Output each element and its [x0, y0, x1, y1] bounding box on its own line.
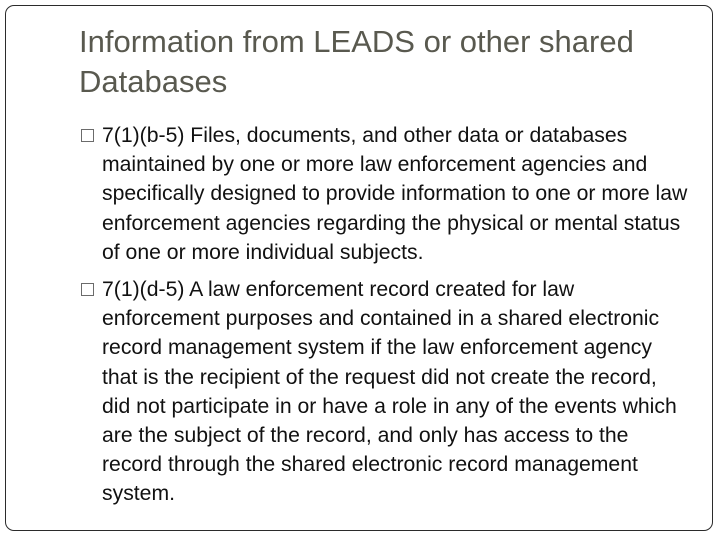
- slide-title: Information from LEADS or other shared Databases: [79, 24, 634, 99]
- bullet-text: 7(1)(d-5) A law enforcement record created for law enforcement purposes and contained in a shared electronic record management system if the law enforcement agency that is the recipient of the request did not create the record, did not participate in or have a role in any of the events which are the subject of the record, and only has access to the record through the shared electronic record management system.: [102, 278, 677, 506]
- square-bullet-icon: [81, 283, 94, 296]
- slide-content: [78, 121, 688, 517]
- bullet-item: [78, 121, 688, 267]
- bullet-text: 7(1)(b-5) Files, documents, and other data or databases maintained by one or more law enforcement agencies and specifically designed to provide information to one or more law enforcement agencies regarding the physical or mental status of one or more individual subjects.: [102, 124, 688, 264]
- bullet-item: [78, 275, 688, 509]
- square-bullet-icon: [81, 129, 94, 142]
